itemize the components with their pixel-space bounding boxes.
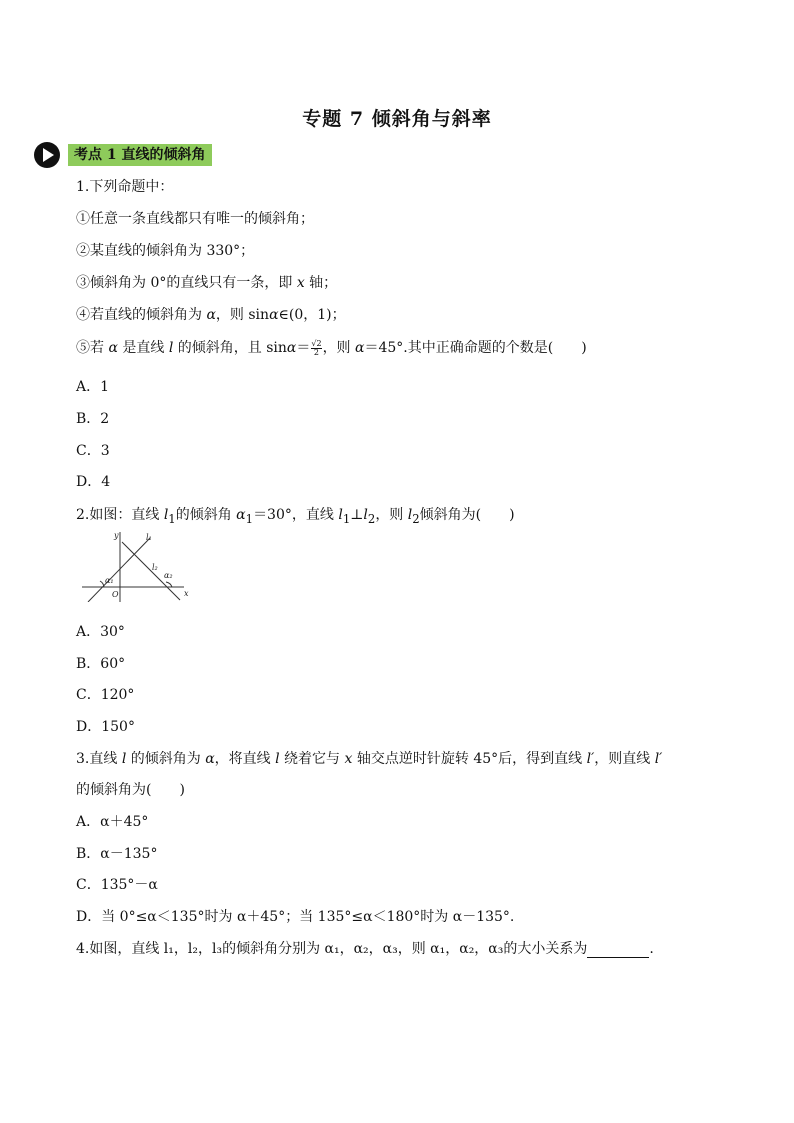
x-label: x [184, 589, 189, 598]
sqrt2-over-2-fraction: $\frac{√2}{2}$ [311, 338, 322, 357]
q4-stem: 4.如图，直线 l₁，l₂，l₃的倾斜角分别为 α₁，α₂，α₃，则 α₁，α₂，α₃的大小关系为 . [76, 941, 654, 957]
q2-option-c: C．120° [76, 687, 135, 703]
q2-option-a: A．30° [76, 624, 125, 640]
q1-option-d: D．4 [76, 474, 111, 490]
section-header [34, 140, 212, 170]
perpendicular-lines-figure [80, 530, 192, 602]
q2-stem: 2.如图：直线 $l_1$的倾斜角 $\alpha_1=30^\circ$，直线 $l_1\perp l_2$，则 $l_2$倾斜角为( ) [76, 507, 515, 526]
q1-item-3: ③倾斜角为 0°的直线只有一条，即 x 轴； [76, 275, 338, 291]
alpha1-arc [100, 581, 104, 587]
q2-option-b: B．60° [76, 656, 126, 672]
alpha1-label: α₁ [105, 576, 114, 585]
q1-option-b: B．2 [76, 411, 110, 427]
origin-label: O [112, 590, 119, 599]
q3-option-b: B．α－135° [76, 846, 158, 862]
q2-option-d: D．150° [76, 719, 135, 735]
q1-stem: 1.下列命题中： [76, 179, 174, 195]
q1-item-1: ①任意一条直线都只有唯一的倾斜角； [76, 211, 314, 227]
line-l1 [88, 538, 150, 602]
page-title: 专题 7 倾斜角与斜率 [302, 108, 492, 130]
q1-item-4: ④若直线的倾斜角为 α，则 sinα∈(0，1)； [76, 307, 346, 323]
y-label: y [114, 531, 119, 540]
q3-option-d: D．当 0°≤α＜135°时为 α＋45°；当 135°≤α＜180°时为 α－135°. [76, 909, 515, 925]
l2-label: l₂ [152, 563, 158, 572]
play-arrow-icon [34, 142, 60, 168]
q3-stem-line-1: 3.直线 l 的倾斜角为 α，将直线 l 绕着它与 x 轴交点逆时针旋转 45°后，得到直线 l′，则直线 l′ [76, 751, 663, 767]
section-label: 考点 1 直线的倾斜角 [68, 144, 212, 166]
q1-item-5: ⑤若 α 是直线 l 的倾斜角，且 sinα＝ $\frac{√2}{2}$ ，则 α＝45°.其中正确命题的个数是( ) [76, 338, 587, 357]
l1-label: l₁ [146, 533, 152, 542]
answer-blank[interactable] [587, 943, 649, 958]
q3-option-a: A．α＋45° [76, 814, 149, 830]
alpha2-label: α₂ [164, 571, 173, 580]
q3-option-c: C．135°－α [76, 877, 158, 893]
q1-option-c: C．3 [76, 443, 110, 459]
q1-option-a: A．1 [76, 379, 110, 395]
q3-stem-line-2: 的倾斜角为( ) [76, 782, 185, 798]
q1-item-2: ②某直线的倾斜角为 330°； [76, 243, 255, 259]
